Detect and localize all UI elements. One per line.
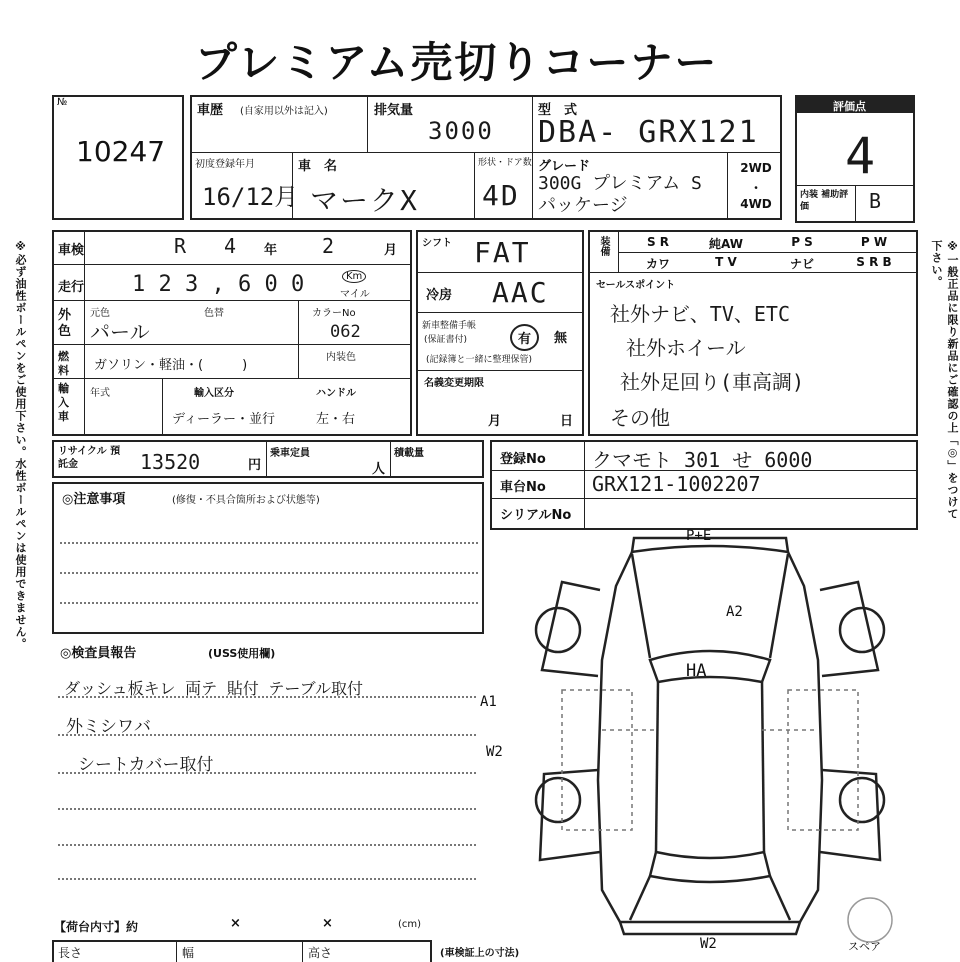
- equipment-label: 装備: [598, 236, 609, 256]
- equip-ps: P S: [791, 235, 813, 249]
- displacement-label: 排気量: [374, 103, 414, 118]
- name-change-label: 名義変更期限: [424, 378, 484, 389]
- equip-aw: 純AW: [709, 237, 743, 251]
- wheel-front-right: [840, 608, 884, 652]
- record-book-note: (記録簿と一緒に整理保管): [426, 355, 533, 365]
- cargo-x2: ×: [322, 916, 333, 931]
- owners-unit: 人: [372, 462, 386, 477]
- inspector-line-3: シートカバー取付: [78, 755, 214, 775]
- fuel-options: ガソリン・軽油・( ): [94, 358, 248, 373]
- notes-sub: (修復・不具合箇所および状態等): [172, 495, 320, 506]
- model-label: 型 式: [538, 103, 578, 118]
- score-box: [795, 95, 915, 223]
- car-diagram: [480, 528, 920, 953]
- record-book-yes: 有: [510, 324, 539, 351]
- inspector-line-1: ダッシュ板キレ 両テ 貼付 テーブル取付: [64, 679, 363, 698]
- info-box: [190, 95, 782, 220]
- drive-dot: ・: [749, 181, 762, 195]
- interior-score-value: B: [869, 189, 882, 213]
- vehicle-block: [52, 230, 412, 436]
- history-note: (自家用以外は記入): [240, 106, 328, 117]
- color-no-label: カラーNo: [312, 308, 356, 319]
- shift-block: [416, 230, 584, 436]
- record-book-label: 新車整備手帳: [422, 321, 477, 331]
- mark-windshield: HA: [686, 661, 707, 681]
- orig-color-label: 元色: [90, 308, 110, 319]
- sales-point-1: 社外ナビ、TV、ETC: [610, 302, 791, 326]
- notes-block: [52, 482, 484, 634]
- dim-height: 高さ: [308, 946, 333, 960]
- car-name-label: 車 名: [298, 159, 338, 174]
- shaken-year: 4: [224, 234, 237, 258]
- load-label: 積載量: [394, 448, 424, 459]
- right-front-door: [820, 582, 878, 676]
- page-title: プレミアム売切りコーナー: [195, 38, 719, 87]
- equip-srb: S R B: [856, 255, 892, 269]
- mark-left-door: A1: [480, 694, 497, 710]
- equip-pw: P W: [860, 235, 888, 249]
- inspector-line-2: 外ミシワバ: [66, 717, 151, 737]
- spare-tire: [848, 898, 892, 942]
- drive-4wd: 4WD: [740, 197, 772, 211]
- import-label: 輸入車: [58, 382, 69, 423]
- equip-sr: S R: [646, 235, 670, 249]
- interior-score-label: 内装 補助評価: [800, 190, 849, 212]
- handle-label: ハンドル: [316, 388, 356, 399]
- record-book-no: 無: [554, 331, 568, 346]
- lot-label: №: [57, 97, 68, 108]
- grade-value: 300G プレミアム Sパッケージ: [538, 173, 702, 216]
- dim-width: 幅: [182, 946, 195, 960]
- name-change-day: 日: [560, 414, 574, 429]
- cargo-row: [52, 916, 484, 936]
- chassis-value: GRX121-1002207: [592, 472, 761, 496]
- name-change-month: 月: [488, 414, 502, 429]
- aircon-value: AAC: [492, 276, 549, 309]
- record-book-sub: (保証書付): [424, 335, 468, 345]
- import-channel-label: 輸入区分: [194, 388, 234, 399]
- cargo-x1: ×: [230, 916, 241, 931]
- change-color-label: 色替: [204, 308, 224, 319]
- lot-number: 10247: [76, 135, 166, 168]
- left-rear-door: [540, 770, 600, 860]
- mark-front: P+E: [686, 528, 712, 544]
- first-reg-value: 16/12月: [202, 183, 299, 211]
- color-label: 外色: [58, 308, 72, 339]
- registration-label: 登録No: [500, 452, 546, 467]
- chassis-label: 車台No: [500, 480, 546, 495]
- drive-2wd: 2WD: [740, 161, 772, 175]
- owners-label: 乗車定員: [270, 448, 310, 459]
- sales-point-3: 社外足回り(車高調): [620, 370, 805, 394]
- shift-label: シフト: [422, 238, 452, 249]
- registration-block: [490, 440, 918, 530]
- left-front-door: [542, 582, 600, 676]
- mileage-label: 走行: [58, 280, 85, 295]
- right-rear-door: [820, 770, 880, 860]
- side-note-left: ※必ず油性ボールペンをご使用下さい。水性ボールペンは使用できません。: [14, 240, 27, 650]
- notes-label: ◎注意事項: [62, 492, 126, 507]
- dimensions-row: [52, 940, 432, 962]
- registration-value: クマモト 301 せ 6000: [592, 448, 813, 472]
- sales-point-4: その他: [610, 406, 670, 430]
- shaken-month-label: 月: [384, 243, 398, 258]
- color-no-value: 062: [330, 322, 361, 342]
- shaken-label: 車検: [58, 243, 85, 258]
- import-channel: ディーラー・並行: [172, 412, 275, 427]
- history-label: 車歴: [197, 103, 224, 118]
- mileage-km: Km: [342, 270, 366, 283]
- cargo-unit: (cm): [398, 919, 422, 930]
- wheel-front-left: [536, 608, 580, 652]
- car-name-value: マークX: [310, 184, 419, 217]
- equip-navi: ナビ: [789, 257, 814, 271]
- score-value: 4: [845, 127, 878, 185]
- windshield: [650, 651, 770, 682]
- handle-value: 左・右: [316, 412, 356, 427]
- side-note-right: ※一般正品に限り新品にご確認の上「◎」をつけて下さい。: [930, 240, 959, 520]
- shaken-year-label: 年: [264, 243, 278, 258]
- mark-rear: W2: [700, 936, 717, 952]
- sales-point-2: 社外ホイール: [626, 336, 746, 360]
- mark-left-side: W2: [486, 744, 503, 760]
- equipment-block: [588, 230, 918, 436]
- doors-value: 4D: [482, 179, 520, 212]
- cargo-label: 【荷台内寸】約: [54, 920, 139, 934]
- interior-color-label: 内装色: [326, 352, 356, 363]
- recycle-block: [52, 440, 484, 478]
- rear-bumper: [620, 922, 800, 934]
- recycle-value: 13520: [140, 450, 201, 474]
- aircon-label: 冷房: [426, 288, 453, 303]
- mileage-mile: マイル: [340, 289, 370, 300]
- inspector-sub: (USS使用欄): [208, 647, 276, 660]
- dimensions-note: (車検証上の寸法): [440, 948, 520, 959]
- shift-value: FAT: [474, 236, 531, 269]
- color-value: パール: [90, 320, 150, 344]
- sales-points-label: セールスポイント: [596, 280, 676, 291]
- rear-window: [650, 852, 770, 882]
- grade-label: グレード: [538, 159, 591, 174]
- model-value: DBA- GRX121: [538, 115, 759, 150]
- dim-length: 長さ: [58, 946, 83, 960]
- mark-hood: A2: [726, 604, 743, 620]
- equip-tv: T V: [715, 255, 737, 269]
- lot-box: [52, 95, 184, 220]
- shaken-month: 2: [322, 234, 335, 258]
- fuel-label: 燃料: [58, 350, 69, 377]
- inspector-label: ◎検査員報告: [60, 646, 137, 661]
- doors-label: 形状・ドア数: [478, 158, 532, 168]
- score-label: 評価点: [833, 100, 866, 113]
- mileage-value: 1 2 3 , 6 0 0: [132, 272, 305, 297]
- serial-label: シリアルNo: [500, 508, 572, 523]
- equip-leather: カワ: [645, 257, 670, 271]
- import-year-label: 年式: [90, 388, 110, 399]
- displacement-value: 3000: [428, 117, 494, 145]
- spare-label: スペア: [848, 940, 881, 953]
- recycle-label: リサイクル 預託金: [58, 446, 121, 470]
- first-reg-label: 初度登録年月: [195, 159, 255, 170]
- shaken-era: R: [174, 234, 187, 258]
- recycle-unit: 円: [248, 458, 262, 473]
- inspector-section: [52, 638, 484, 908]
